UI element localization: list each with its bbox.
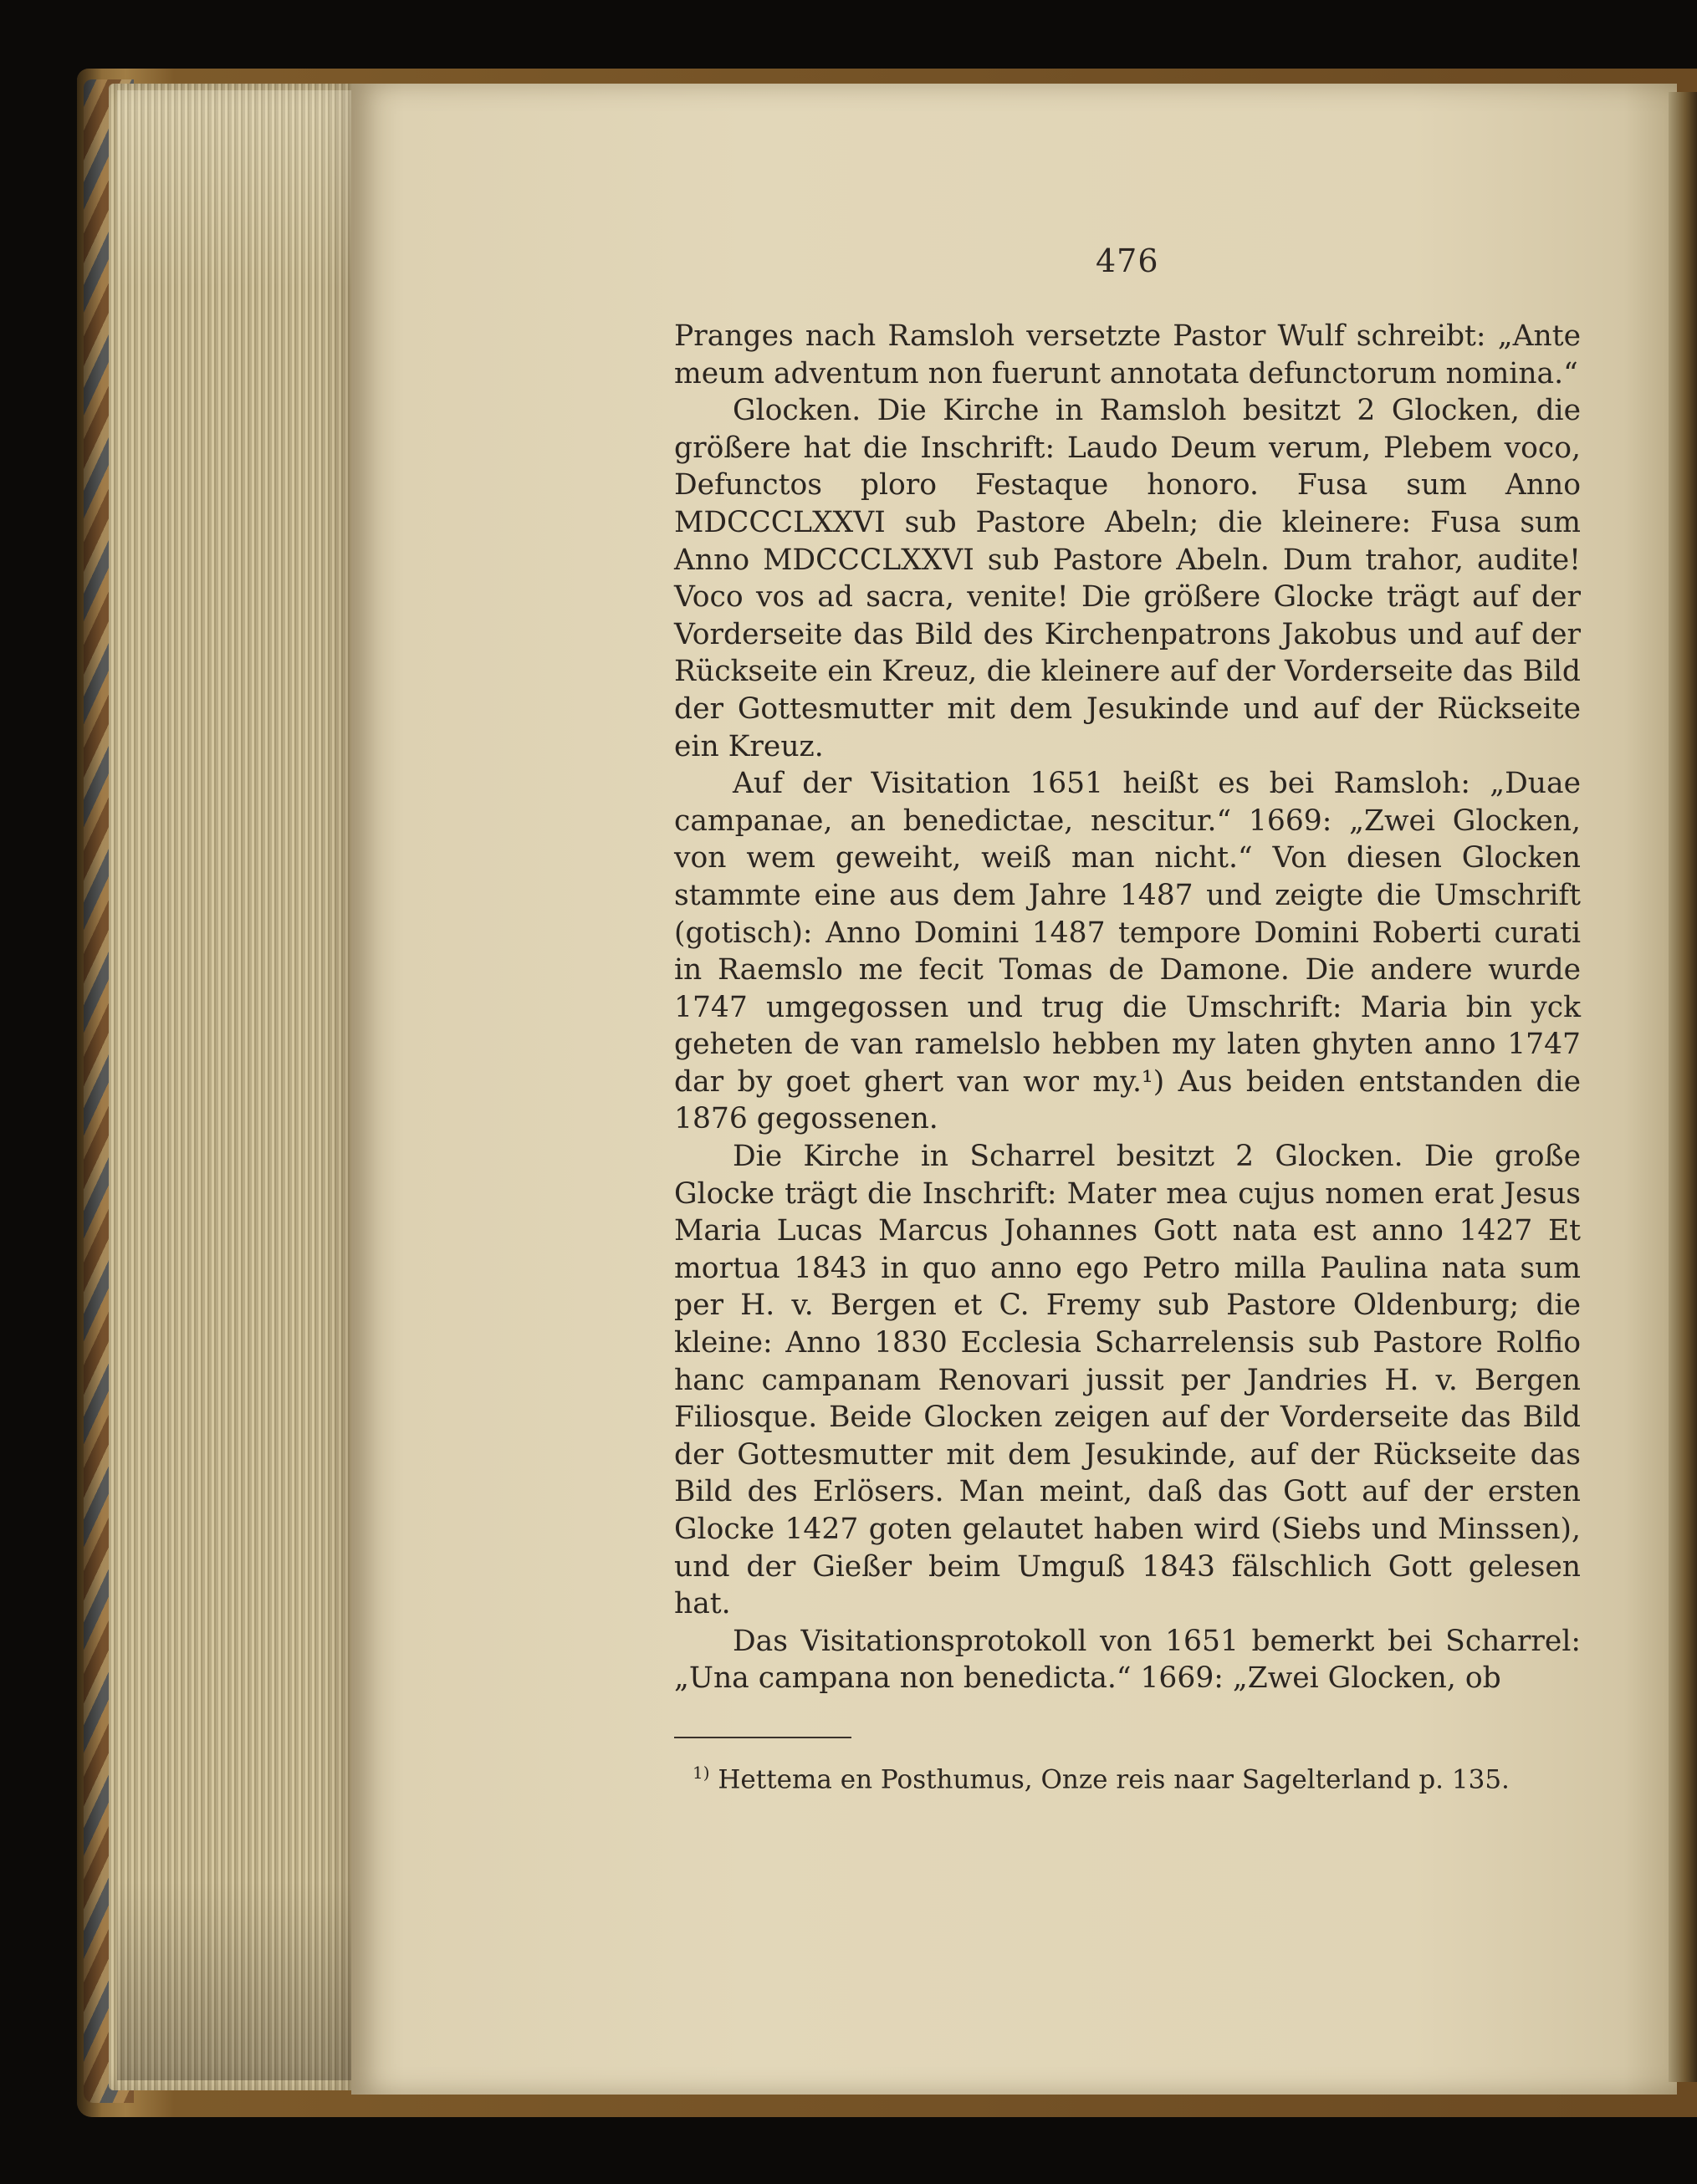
footnote-rule xyxy=(674,1737,851,1738)
paragraph: Auf der Visitation 1651 heißt es bei Ramsloh: „Duae campanae, an benedictae, nescitur.“ 1669: „Zwei Glocken, von wem geweiht, weiß man nicht.“ Von diesen Glocken stammte eine aus dem Jahre 1487 und zeigte die Umschrift (gotisch): Anno Domini 1487 tempore Domini Roberti curati in Raemslo me fecit Tomas de Damone. Die andere wurde 1747 umgegossen und trug die Umschrift: Maria bin yck geheten de van ramelslo hebben my laten ghyten anno 1747 dar by goet ghert van wor my.¹) Aus beiden entstanden die 1876 gegossenen. xyxy=(674,767,1581,1136)
paragraph: Das Visitationsprotokoll von 1651 bemerkt bei Scharrel: „Una campana non benedicta.“ 1669: „Zwei Glocken, ob xyxy=(674,1624,1581,1696)
paragraph: Glocken. Die Kirche in Ramsloh besitzt 2 Glocken, die größere hat die Inschrift: Laudo Deum verum, Plebem voco, Defunctos ploro Festaque honoro. Fusa sum Anno MDCCCLXXVI sub Pastore Abeln; die kleinere: Fusa sum Anno MDCCCLXXVI sub Pastore Abeln. Dum trahor, audite! Voco vos ad sacra, venite! Die größere Glocke trägt auf der Vorderseite das Bild des Kirchenpatrons Jakobus und auf der Rückseite ein Kreuz, die kleinere auf der Vorderseite das Bild der Gottesmutter mit dem Jesukinde und auf der Rückseite ein Kreuz. xyxy=(674,394,1581,763)
paragraph: Die Kirche in Scharrel besitzt 2 Glocken. Die große Glocke trägt die Inschrift: Mater mea cujus nomen erat Jesus Maria Lucas Marcus Johannes Gott nata est anno 1427 Et mortua 1843 in quo anno ego Petro milla Paulina nata sum per H. v. Bergen et C. Fremy sub Pastore Oldenburg; die kleine: Anno 1830 Ecclesia Scharrelensis sub Pastore Rolfio hanc campanam Renovari jussit per Jandries H. v. Bergen Filiosque. Beide Glocken zeigen auf der Vorderseite das Bild der Gottesmutter mit dem Jesukinde, auf der Rückseite das Bild des Erlösers. Man meint, daß das Gott auf der ersten Glocke 1427 goten gelautet haben wird (Siebs und Minssen), und der Gießer beim Umguß 1843 fälschlich Gott gelesen hat. xyxy=(674,1140,1581,1621)
page-gutter xyxy=(1669,92,1697,2082)
paragraph: Pranges nach Ramsloh versetzte Pastor Wulf schreibt: „Ante meum adventum non fuerunt annotata defunctorum nomina.“ xyxy=(674,319,1581,390)
cover-shadow xyxy=(77,69,102,2117)
page-number: 476 xyxy=(1096,242,1159,279)
page-stack-shading xyxy=(117,90,360,2080)
footnote xyxy=(693,1756,1581,1796)
footnote-text: Hettema en Posthumus, Onze reis naar Sagelterland p. 135. xyxy=(718,1764,1510,1795)
footnote-marker: 1) xyxy=(693,1763,710,1783)
main-text xyxy=(674,318,1581,1697)
